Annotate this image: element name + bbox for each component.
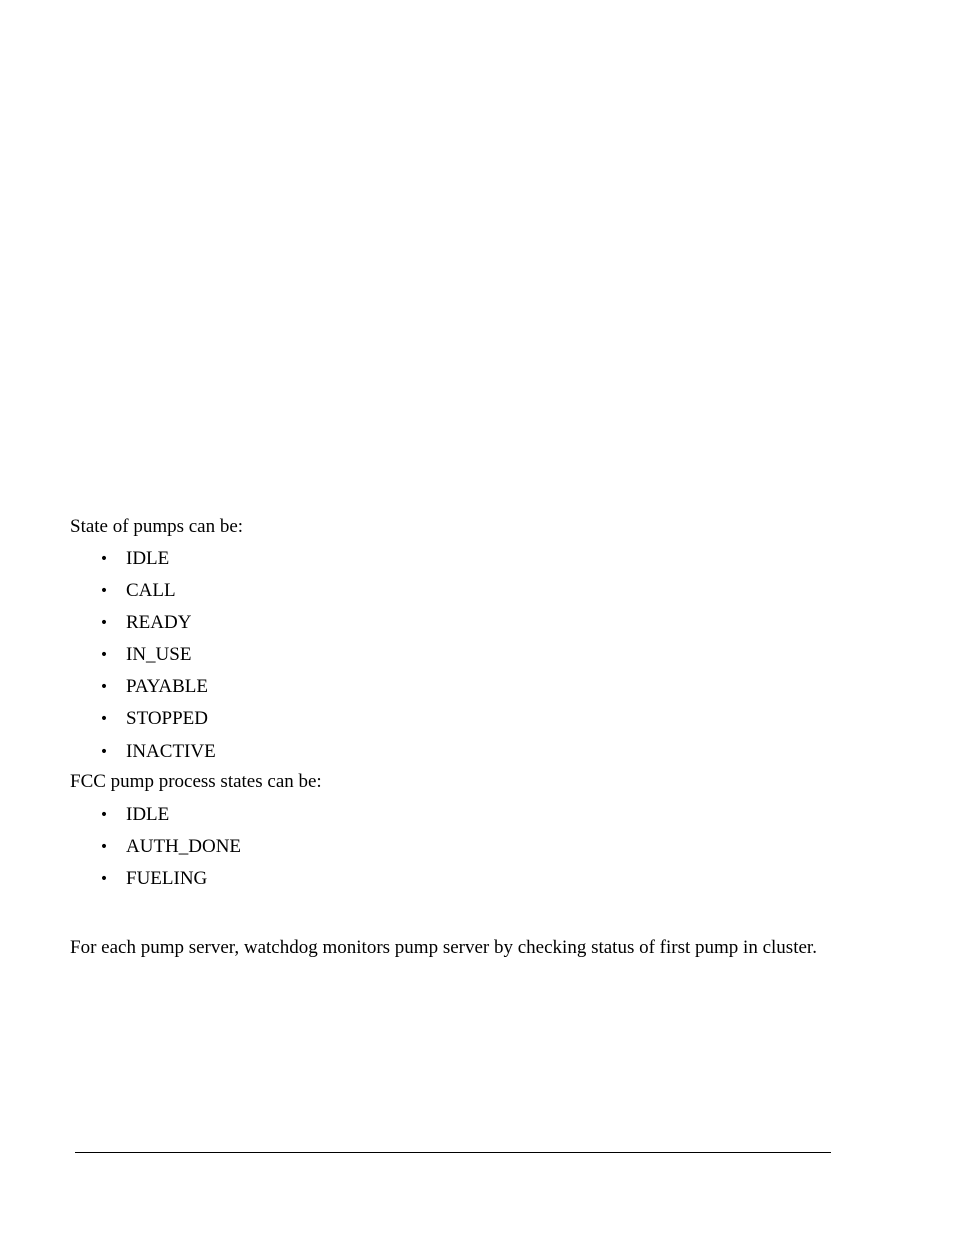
- list-item-text: PAYABLE: [126, 676, 209, 698]
- footer-rule: [75, 1152, 831, 1153]
- list-item-text: READY: [126, 612, 192, 634]
- bullet-icon: •: [99, 551, 109, 567]
- bullet-icon: •: [99, 679, 109, 696]
- list-item-text: IDLE: [126, 548, 170, 569]
- bullet-icon: •: [99, 807, 109, 823]
- bullet-icon: •: [99, 711, 109, 728]
- list-item-text: FUELING: [126, 868, 208, 890]
- fcc-states-intro: FCC pump process states can be:: [70, 771, 322, 792]
- list-item-text: INACTIVE: [126, 740, 216, 762]
- bullet-icon: •: [99, 839, 109, 856]
- list-item-text: IDLE: [126, 804, 170, 825]
- pump-states-intro: State of pumps can be:: [70, 516, 244, 537]
- list-item-text: CALL: [126, 580, 176, 602]
- bullet-icon: •: [99, 615, 109, 632]
- bullet-icon: •: [99, 743, 109, 760]
- bullet-icon: •: [99, 871, 109, 888]
- bullet-icon: •: [99, 583, 109, 600]
- list-item-text: IN_USE: [126, 644, 192, 666]
- bullet-icon: •: [99, 647, 109, 664]
- list-item-text: AUTH_DONE: [126, 836, 242, 858]
- list-item-text: STOPPED: [126, 708, 209, 730]
- watchdog-paragraph: For each pump server, watchdog monitors pump server by checking status of first pump in cluster.: [70, 937, 817, 958]
